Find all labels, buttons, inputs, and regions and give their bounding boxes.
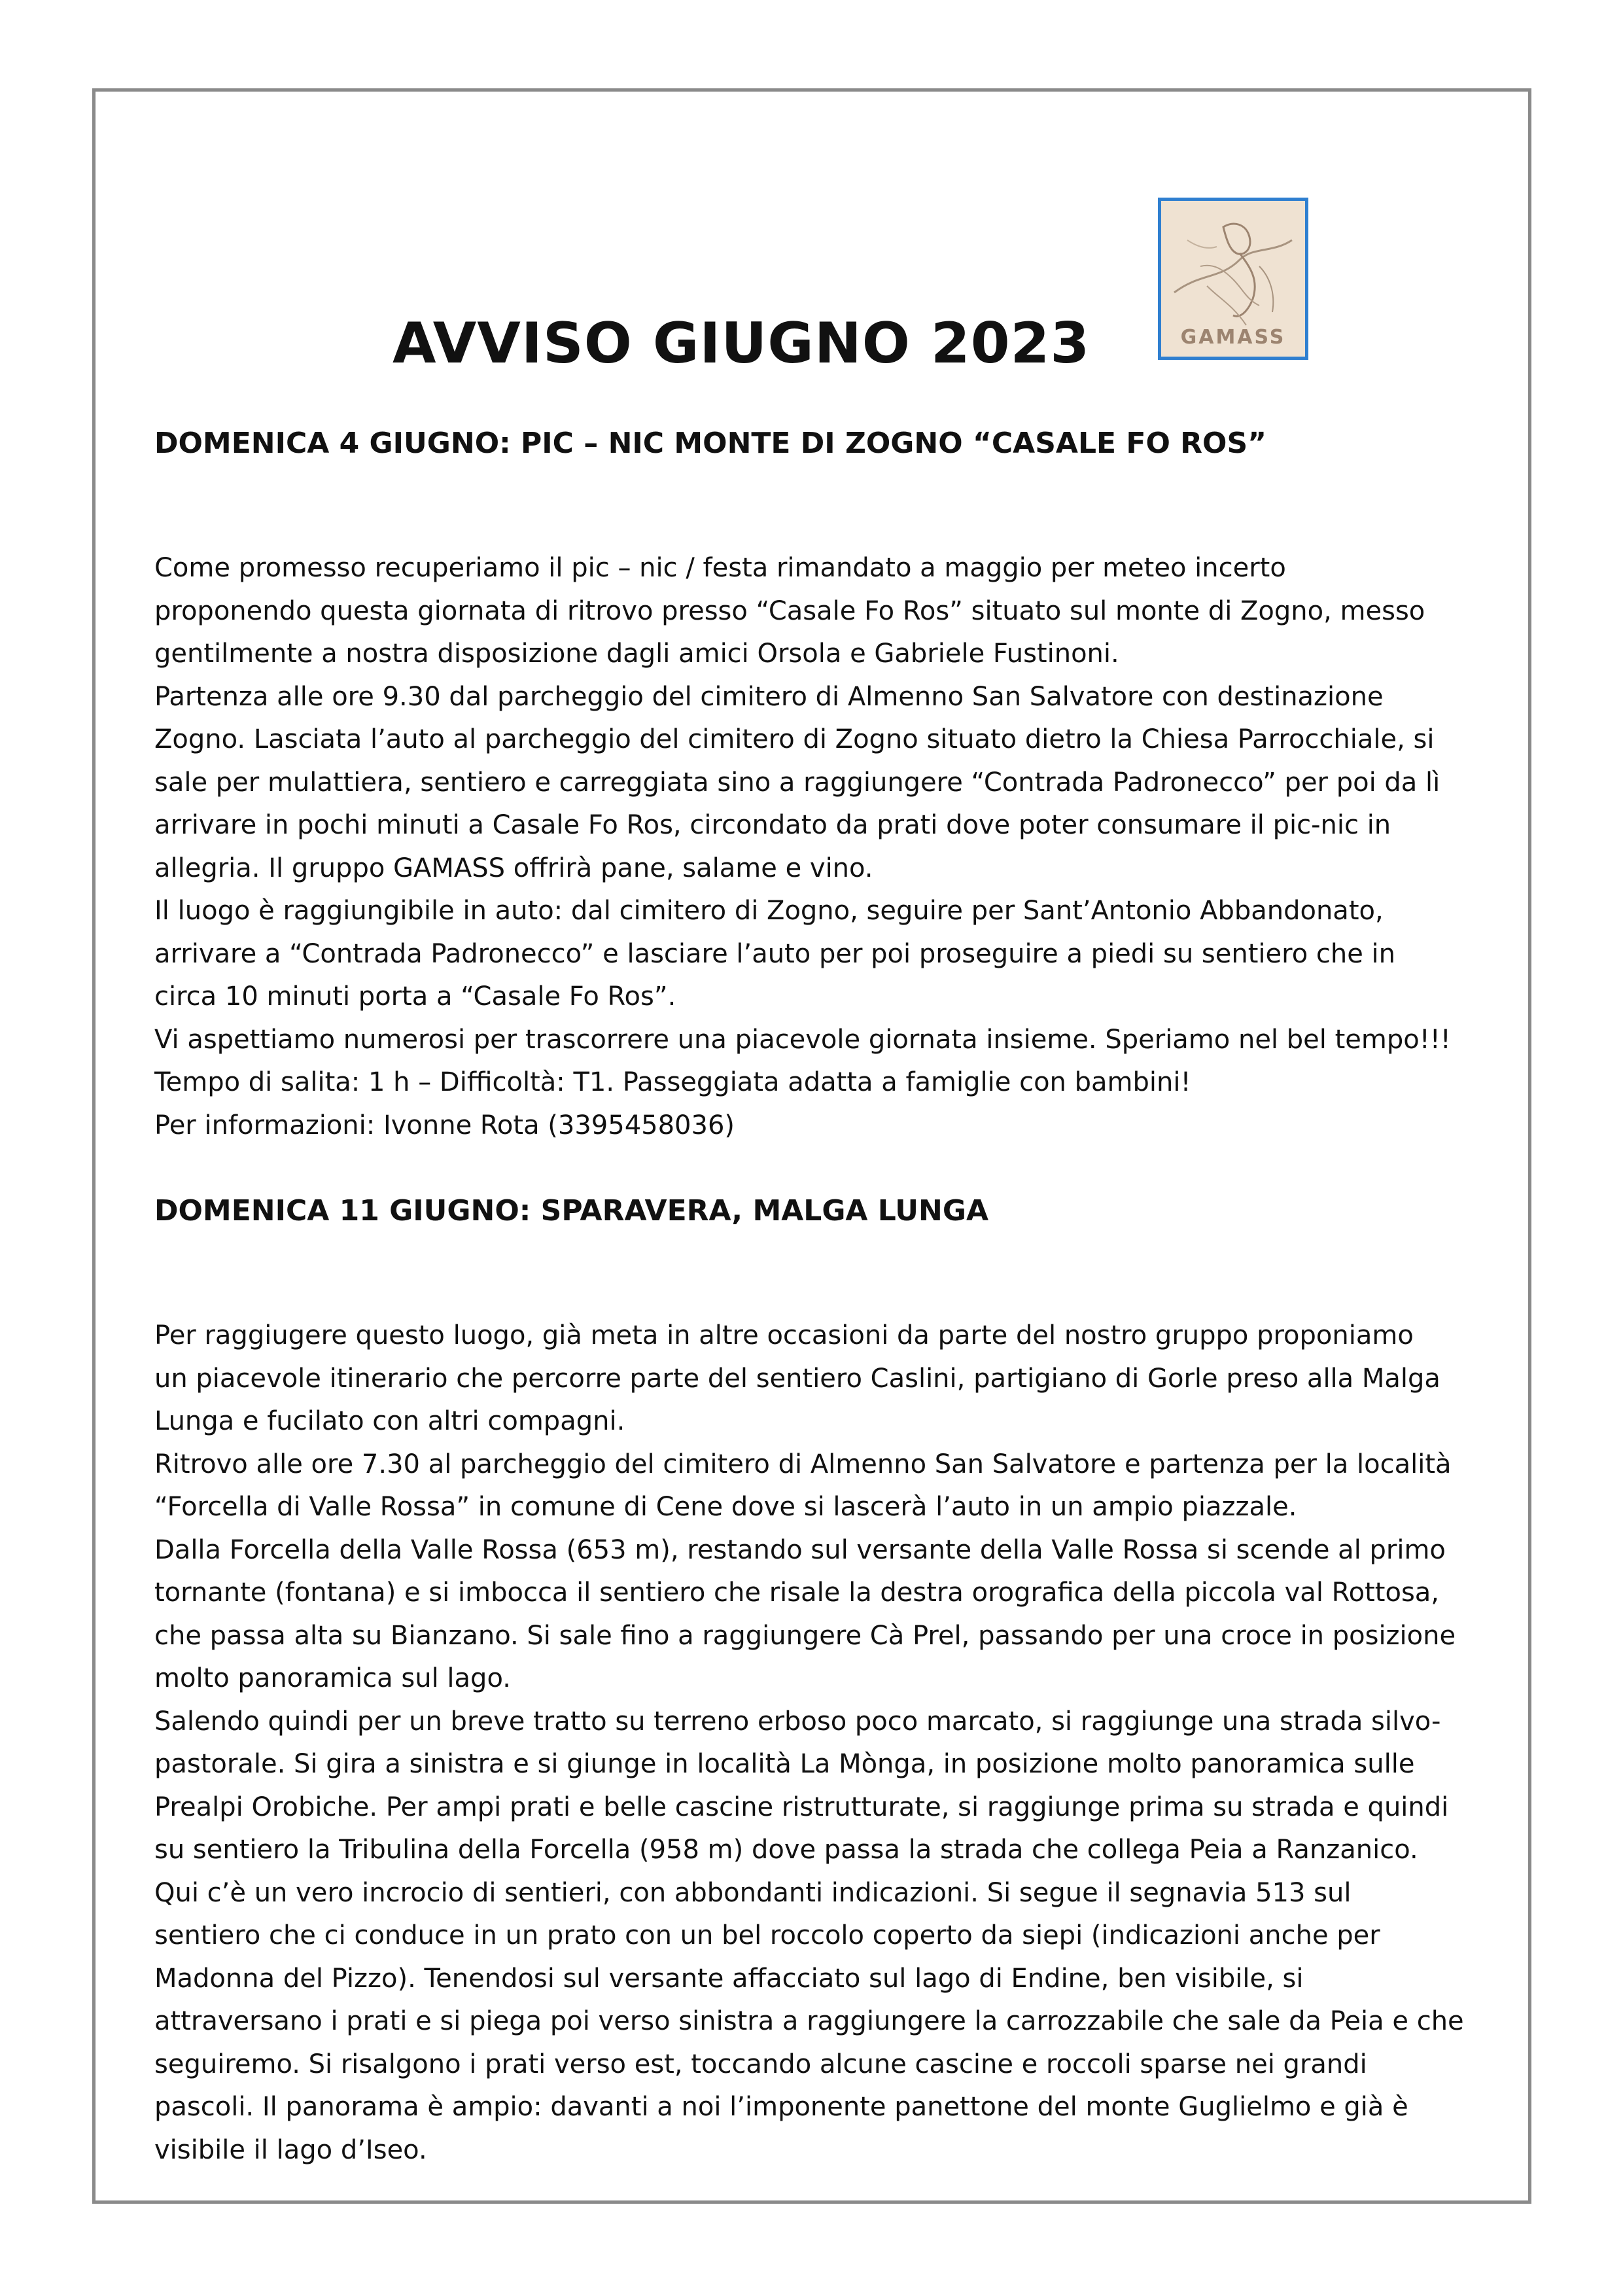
section-body bbox=[154, 1315, 1482, 2172]
section-4-june bbox=[154, 424, 1482, 1147]
section-body bbox=[154, 547, 1482, 1147]
section-11-june bbox=[154, 1192, 1482, 2172]
paragraph: Per raggiugere questo luogo, già meta in altre occasioni da parte del nostro gruppo proponiamo un piacevole itinerario che percorre parte del sentiero Caslini, partigiano di Gorle preso alla Malga Lunga e fucilato con altri compagni. bbox=[154, 1320, 1440, 1436]
gamass-logo-icon bbox=[1158, 198, 1308, 360]
page-title: AVVISO GIUGNO 2023 bbox=[393, 311, 1091, 376]
section-heading: DOMENICA 11 GIUGNO: SPARAVERA, MALGA LUNGA bbox=[154, 1194, 988, 1227]
section-heading: DOMENICA 4 GIUGNO: PIC – NIC MONTE DI ZOGNO “CASALE FO ROS” bbox=[154, 427, 1267, 460]
contact-info: Per informazioni: Ivonne Rota (3395458036) bbox=[154, 1110, 735, 1140]
paragraph: Ritrovo alle ore 7.30 al parcheggio del cimitero di Almenno San Salvatore e partenza per la località “Forcella di Valle Rossa” in comune di Cene dove si lascerà l’auto in un ampio piazzale. bbox=[154, 1449, 1452, 1522]
paragraph: Partenza alle ore 9.30 dal parcheggio del cimitero di Almenno San Salvatore con destinazione Zogno. Lasciata l’auto al parcheggio del cimitero di Zogno situato dietro la Chiesa Parrocchiale, si sale per mulattiera, sentiero e carreggiata sino a raggiungere “Contrada Padronecco” per poi da lì arrivare in pochi minuti a Casale Fo Ros, circondato da prati dove poter consumare il pic-nic in allegria. Il gruppo GAMASS offrirà pane, salame e vino. bbox=[154, 681, 1440, 883]
paragraph: Come promesso recuperiamo il pic – nic / festa rimandato a maggio per meteo incerto proponendo questa giornata di ritrovo presso “Casale Fo Ros” situato sul monte di Zogno, messo gentilmente a nostra disposizione dagli amici Orsola e Gabriele Fustinoni. bbox=[154, 553, 1425, 669]
gamass-logo-text: GAMASS bbox=[1180, 326, 1286, 349]
document-body bbox=[154, 424, 1482, 2172]
paragraph: Salendo quindi per un breve tratto su terreno erboso poco marcato, si raggiunge una strada silvo- pastorale. Si gira a sinistra e si giunge in località La Mònga, in posizione molto panoramica sulle Prealpi Orobiche. Per ampi prati e belle cascine ristrutturate, si raggiunge prima su strada e quindi su sentiero la Tribulina della Forcella (958 m) dove passa la strada che collega Peia a Ranzanico. Qui c’è un vero incrocio di sentieri, con abbondanti indicazioni. Si segue il segnavia 513 sul sentiero che ci conduce in un prato con un bel roccolo coperto da siepi (indicazioni anche per Madonna del Pizzo). Tenendosi sul versante affacciato sul lago di Endine, ben visibile, si attraversano i prati e si piega poi verso sinistra a raggiungere la carrozzabile che sale da Peia e che seguiremo. Si risalgono i prati verso est, toccando alcune cascine e roccoli sparse nei grandi pascoli. Il panorama è ampio: davanti a noi l’imponente panettone del monte Guglielmo e già è visibile il lago d’Iseo. bbox=[154, 1706, 1464, 2165]
paragraph: Il luogo è raggiungibile in auto: dal cimitero di Zogno, seguire per Sant’Antonio Abbandonato, arrivare a “Contrada Padronecco” e lasciare l’auto per poi proseguire a piedi su sentiero che in circa 10 minuti porta a “Casale Fo Ros”. bbox=[154, 896, 1396, 1012]
paragraph: Dalla Forcella della Valle Rossa (653 m), restando sul versante della Valle Rossa si scende al primo tornante (fontana) e si imbocca il sentiero che risale la destra orografica della piccola val Rottosa, che passa alta su Bianzano. Si sale fino a raggiungere Cà Prel, passando per una croce in posizione molto panoramica sul lago. bbox=[154, 1534, 1456, 1693]
paragraph: Vi aspettiamo numerosi per trascorrere una piacevole giornata insieme. Speriamo nel bel tempo!!! bbox=[154, 1024, 1451, 1055]
paragraph: Tempo di salita: 1 h – Difficoltà: T1. Passeggiata adatta a famiglie con bambini! bbox=[154, 1067, 1191, 1097]
